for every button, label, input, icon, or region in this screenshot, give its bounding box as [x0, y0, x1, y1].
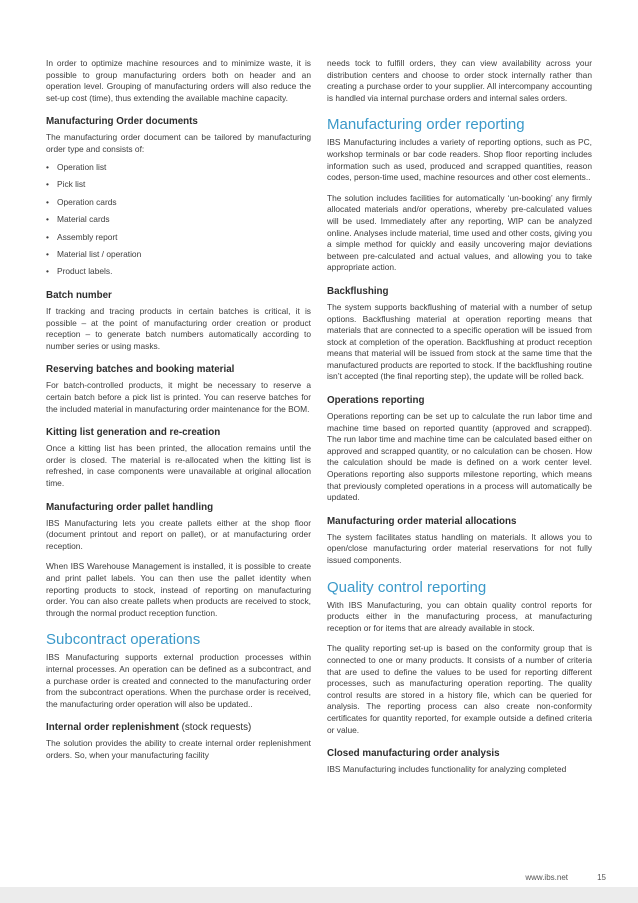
list-item: • Operation cards: [46, 197, 311, 209]
list-item: • Pick list: [46, 179, 311, 191]
pallet-handling-text-2: When IBS Warehouse Management is installed, it is possible to create and print pallet labels. You can then use the pallet identity when reporting products to stock, instead of reporting on manufacturing order. You can also create pallets when products are received to stock, through the normal product reception function.: [46, 561, 311, 618]
list-item: • Assembly report: [46, 232, 311, 244]
material-allocations-text: The system facilitates status handling on materials. It allows you to open/close manufacturing order material reservations for not fully issued components.: [327, 531, 592, 565]
list-item: • Material cards: [46, 214, 311, 226]
internal-replenishment-text: The solution provides the ability to create internal order replenishment orders. So, when your manufacturing facility: [46, 738, 311, 760]
list-item: • Material list / operation: [46, 249, 311, 261]
internal-replenishment-heading-bold: Internal order replenishment: [46, 722, 179, 734]
mo-documents-heading: Manufacturing Order documents: [46, 116, 198, 128]
mo-documents-text: The manufacturing order document can be tailored by manufacturing order type and consists of:: [46, 132, 311, 154]
right-column: [327, 58, 592, 785]
list-item: • Product labels.: [46, 266, 311, 278]
material-allocations-heading: Manufacturing order material allocations: [327, 515, 517, 527]
mo-reporting-heading: Manufacturing order reporting: [327, 116, 525, 134]
footer-url: www.ibs.net: [525, 873, 568, 882]
page-number: 15: [597, 873, 606, 882]
pallet-handling-text-1: IBS Manufacturing lets you create pallets either at the shop floor (document printout and report on pallet), or at manufacturing order reception.: [46, 517, 311, 551]
backflushing-text: The system supports backflushing of material with a number of setup options. Backflushing material at operation reporting means that materials that are connected to a specific operation will be issued from stock at completion of the operation. Backflushing at product reception means that material will be issued from stock at the same time that the manufactured products are reported to stock. If the backflushing routine isn’t accepted (the final reporting step), the update will be rolled back.: [327, 301, 592, 382]
quality-control-text-2: The quality reporting set-up is based on the conformity group that is connected to one or many products. It consists of a number of criteria that are used to define the values to be used for reporting different processes, such as manufacturing operation reporting. The quality control results are stored in a history file, which can be queried for analysis. The reporting process can also create non-conformity certificates for quantity reported, for example outside a defined criteria or value.: [327, 643, 592, 735]
list-item: • Operation list: [46, 162, 311, 174]
reserving-batches-heading: Reserving batches and booking material: [46, 364, 235, 376]
kitting-list-heading: Kitting list generation and re-creation: [46, 427, 221, 439]
internal-replenishment-heading-suffix: (stock requests): [178, 722, 252, 734]
mo-documents-list: [46, 162, 311, 279]
closed-mo-analysis-text: IBS Manufacturing includes functionality for analyzing completed: [327, 764, 567, 775]
operations-reporting-text: Operations reporting can be set up to calculate the run labor time and machine time based on reported quantity (approved and scrapped). The run labor time and machine time can be calculated based either on approved and scrapped quantity, or no calculation can be chosen. How the calculation should be made is defined on a work center level. Operations reporting also supports milestone reporting, which means that previously completed operations in a process will automatically be updated.: [327, 411, 592, 503]
pallet-handling-heading: Manufacturing order pallet handling: [46, 501, 214, 513]
subcontract-operations-text: IBS Manufacturing supports external production processes within internal processes. An operation can be defined as a subcontract, and a purchase order is created and connected to the manufacturing order from the subcontract operations. When the purchase order is received, the manufacturing order operation will also be updated..: [46, 652, 311, 709]
continued-text: needs tock to fulfill orders, they can view availability across your distribution centers and choose to order stock internally rather than creating a purchase order to your supplier. All intercompany accounting is handled via internal purchase orders and internal sales orders.: [327, 58, 592, 103]
internal-replenishment-heading: [46, 722, 311, 734]
batch-number-heading: Batch number: [46, 290, 112, 302]
quality-control-heading: Quality control reporting: [327, 578, 487, 596]
backflushing-heading: Backflushing: [327, 285, 389, 297]
left-column: [46, 58, 311, 771]
quality-control-text-1: With IBS Manufacturing, you can obtain quality control reports for products either in the manufacturing process, at manufacturing reception or for items that are already available in stock.: [327, 599, 592, 633]
operations-reporting-heading: Operations reporting: [327, 395, 425, 407]
batch-number-text: If tracking and tracing products in certain batches is critical, it is possible – at the point of manufacturing order creation or product reception – to generate batch numbers automatically according to number series or using masks.: [46, 306, 311, 351]
mo-reporting-text-1: IBS Manufacturing includes a variety of reporting options, such as PC, workshop terminals or bar code readers. Shop floor reporting includes information such as used, produced and scrapped quantities, reason codes, person-time used, machine resources and other cost elements..: [327, 137, 592, 183]
intro-paragraph: In order to optimize machine resources and to minimize waste, it is possible to group manufacturing orders both on header and an operation level. Grouping of manufacturing orders will also reduce the set-up cost (time), thus extending the available machine capacity.: [46, 58, 311, 103]
footer-band: [0, 887, 638, 903]
reserving-batches-text: For batch-controlled products, it might be necessary to reserve a certain batch before a pick list is printed. You can reserve batches for the included material in manufacturing order maintenance for the BOM.: [46, 380, 311, 414]
subcontract-operations-heading: Subcontract operations: [46, 631, 201, 649]
mo-reporting-text-2: The solution includes facilities for automatically ‘un-booking’ any firmly allocated materials and/or operations, whereby pre-calculated values will be used. Immediately after any reporting, WIP can be analyzed online. Analyses include material, time used and other costs, giving you a simple method for quickly and easily uncovering major deviations between pre-calculated and actual values, and allowing you to take appropriate action.: [327, 192, 592, 273]
kitting-list-text: Once a kitting list has been printed, the allocation remains until the order is closed. The material is re-allocated when the kitting list is refreshed, in case components were unavailable at original allocation time.: [46, 443, 311, 488]
closed-mo-analysis-heading: Closed manufacturing order analysis: [327, 748, 500, 760]
